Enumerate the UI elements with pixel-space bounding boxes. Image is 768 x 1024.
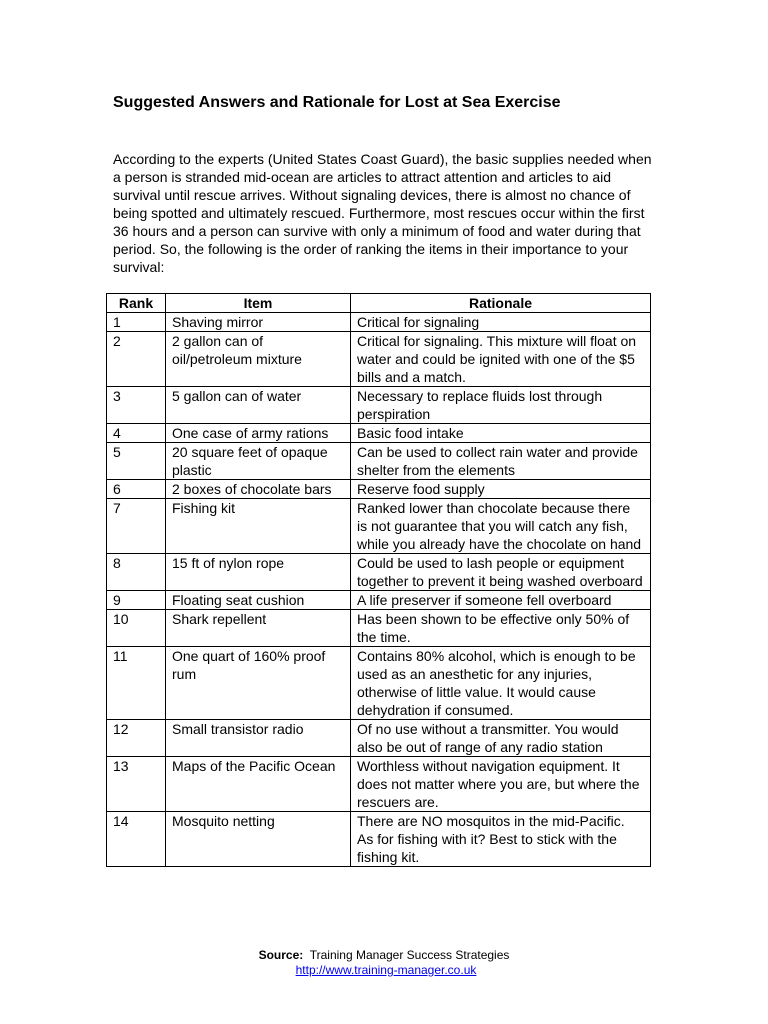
- item-cell: Shark repellent: [166, 610, 351, 647]
- table-header-row: [107, 294, 651, 313]
- rationale-cell: Worthless without navigation equipment. It does not matter where you are, but where the rescuers are.: [351, 757, 651, 812]
- table-row: [107, 480, 651, 499]
- table-row: [107, 443, 651, 480]
- rank-cell: 7: [107, 499, 166, 554]
- rationale-cell: Could be used to lash people or equipment together to prevent it being washed overboard: [351, 554, 651, 591]
- item-cell: 15 ft of nylon rope: [166, 554, 351, 591]
- rank-cell: 11: [107, 647, 166, 720]
- rationale-cell: Of no use without a transmitter. You would also be out of range of any radio station: [351, 720, 651, 757]
- item-cell: Mosquito netting: [166, 812, 351, 867]
- rank-cell: 10: [107, 610, 166, 647]
- item-cell: Maps of the Pacific Ocean: [166, 757, 351, 812]
- table-row: [107, 424, 651, 443]
- table-row: [107, 499, 651, 554]
- item-cell: One quart of 160% proof rum: [166, 647, 351, 720]
- rank-cell: 6: [107, 480, 166, 499]
- rank-cell: 5: [107, 443, 166, 480]
- source-link[interactable]: http://www.training-manager.co.uk: [295, 963, 477, 977]
- item-cell: 20 square feet of opaque plastic: [166, 443, 351, 480]
- rationale-cell: Critical for signaling: [351, 313, 651, 332]
- rationale-cell: Can be used to collect rain water and provide shelter from the elements: [351, 443, 651, 480]
- item-cell: 5 gallon can of water: [166, 387, 351, 424]
- page-title: Suggested Answers and Rationale for Lost at Sea Exercise: [113, 94, 561, 111]
- footer-source: [0, 948, 768, 962]
- rank-cell: 3: [107, 387, 166, 424]
- item-cell: Fishing kit: [166, 499, 351, 554]
- footer-link-line: [0, 963, 768, 977]
- item-cell: 2 gallon can of oil/petroleum mixture: [166, 332, 351, 387]
- table-row: [107, 647, 651, 720]
- rank-cell: 8: [107, 554, 166, 591]
- table-row: [107, 554, 651, 591]
- rationale-cell: Basic food intake: [351, 424, 651, 443]
- item-cell: Small transistor radio: [166, 720, 351, 757]
- table-row: [107, 757, 651, 812]
- item-cell: Floating seat cushion: [166, 591, 351, 610]
- rationale-cell: Necessary to replace fluids lost through perspiration: [351, 387, 651, 424]
- source-text: Training Manager Success Strategies: [309, 948, 510, 962]
- rank-cell: 1: [107, 313, 166, 332]
- rank-cell: 9: [107, 591, 166, 610]
- table-body: [107, 313, 651, 867]
- item-cell: 2 boxes of chocolate bars: [166, 480, 351, 499]
- header-rationale: Rationale: [351, 294, 651, 313]
- table-row: [107, 332, 651, 387]
- item-cell: Shaving mirror: [166, 313, 351, 332]
- ranking-table: [106, 293, 651, 867]
- intro-paragraph: According to the experts (United States Coast Guard), the basic supplies needed when a person is stranded mid-ocean are articles to attract attention and articles to aid survival until rescue arrives. Without signaling devices, there is almost no chance of being spotted and ultimately rescued. Furthermore, most rescues occur within the first 36 hours and a person can survive with only a minimum of food and water during that period. So, the following is the order of ranking the items in their importance to your survival:: [113, 151, 652, 275]
- source-label: Source:: [258, 948, 304, 962]
- rank-cell: 4: [107, 424, 166, 443]
- rationale-cell: Critical for signaling. This mixture will float on water and could be ignited with one of the $5 bills and a match.: [351, 332, 651, 387]
- rank-cell: 14: [107, 812, 166, 867]
- rank-cell: 2: [107, 332, 166, 387]
- rank-cell: 12: [107, 720, 166, 757]
- header-item: Item: [166, 294, 351, 313]
- table-row: [107, 591, 651, 610]
- rationale-cell: A life preserver if someone fell overboard: [351, 591, 651, 610]
- table-row: [107, 610, 651, 647]
- rationale-cell: Contains 80% alcohol, which is enough to be used as an anesthetic for any injuries, otherwise of little value. It would cause dehydration if consumed.: [351, 647, 651, 720]
- rationale-cell: Has been shown to be effective only 50% of the time.: [351, 610, 651, 647]
- item-cell: One case of army rations: [166, 424, 351, 443]
- rationale-cell: Ranked lower than chocolate because there is not guarantee that you will catch any fish, while you already have the chocolate on hand: [351, 499, 651, 554]
- rationale-cell: There are NO mosquitos in the mid-Pacific. As for fishing with it? Best to stick with the fishing kit.: [351, 812, 651, 867]
- table-row: [107, 720, 651, 757]
- rationale-cell: Reserve food supply: [351, 480, 651, 499]
- table-row: [107, 313, 651, 332]
- table-row: [107, 387, 651, 424]
- header-rank: Rank: [107, 294, 166, 313]
- table-row: [107, 812, 651, 867]
- rank-cell: 13: [107, 757, 166, 812]
